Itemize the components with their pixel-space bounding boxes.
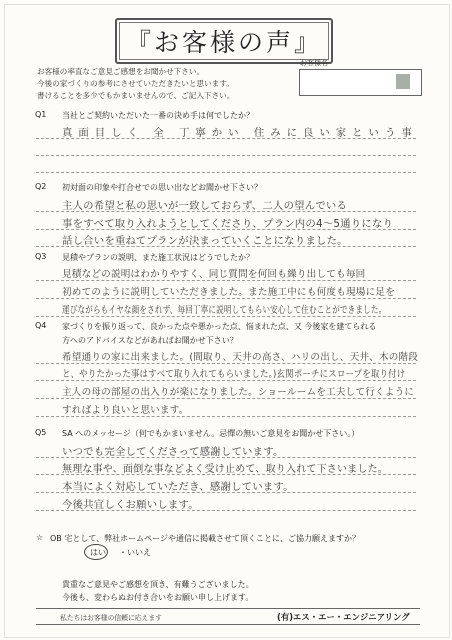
answer-line: [36, 280, 416, 281]
answer-line: [36, 211, 416, 212]
q3-answer-line-1: 見積などの説明はわかりやすく、同じ質問を何回も繰り出しても毎回: [62, 269, 366, 280]
answer-line: [36, 155, 416, 156]
closing-line: 貴重なご意見やご感想を頂き、有難うございました。: [62, 580, 254, 589]
q4-text: 家づくりを振り返って、良かった点や悪かった点、悩まれた点、又 今後家を建てられる: [62, 322, 377, 331]
intro-line: 書けることを多少でもかまいませんので、ご記入下さい。: [37, 91, 235, 101]
q4-answer-line-4: すればより良いと思います。: [62, 405, 189, 416]
q2-label: Q2: [35, 182, 47, 191]
answer-line: [36, 246, 416, 247]
intro-line: お客様の率直なご意見ご感想をお聞かせ下さい。: [37, 67, 205, 76]
q1-text: 当社とご契約いただいた一番の決め手は何でしたか？: [62, 111, 254, 120]
q1-label: Q1: [35, 110, 47, 119]
consent-yes-option: はい: [90, 548, 106, 557]
answer-line: [36, 457, 416, 458]
answer-line: [36, 138, 416, 139]
closing-message: [62, 579, 254, 604]
q2-answer-line-1: 主人の希望と私の思いが一致しておらず、二人の望んでいる: [62, 200, 348, 212]
q5-text: SA へのメッセージ（何でもかまいません。忌憚の無いご意見をお聞かせ下さい。）: [62, 429, 360, 438]
q1-answer: 真面目しく 全 丁寧かい 住みに良い家という事: [62, 127, 418, 139]
intro-line: 今後の家づくりの参考にさせていただきたいと思います。: [37, 79, 234, 89]
answer-line: [36, 229, 416, 230]
q4-label: Q4: [35, 321, 47, 330]
intro-text: [37, 66, 287, 103]
q4-answer-line-3: 主人の母の部屋の出入りが楽になりました。ショールームを工夫して行くように: [62, 387, 415, 398]
redaction-mark: [396, 74, 410, 89]
q2-answer-line-2: 事をすべて取り入れようとしてくださり、プラン内の4～5通りになり: [62, 218, 394, 230]
answer-line: [36, 316, 416, 317]
star-icon: ☆: [36, 533, 44, 542]
consent-no-option: ・いいえ: [119, 548, 151, 557]
closing-line: 今後も、変わらぬお付き合いをお願い申し上げます。: [62, 592, 254, 602]
q5-answer-line-2: 無理な事や、面倒な事などよく受け止めて、取り入れて下さいました。: [62, 464, 388, 475]
q5-answer-line-1: いつでも完全してくださって感謝しています。: [62, 446, 284, 458]
q5-label: Q5: [35, 428, 47, 437]
answer-line: [36, 172, 416, 173]
q5-answer-line-4: 今後共宜しくお願いします。: [62, 499, 199, 511]
q4-answer-line-1: 希望通りの家に出来ました。(間取り、天井の高さ、ハリの出し、天井、木の階段: [62, 352, 419, 363]
answer-line: [36, 298, 416, 299]
company-name: (有)エス・エー・エンジニアリング: [277, 612, 410, 622]
answer-line: [36, 510, 416, 511]
page-title: 『お客様の声』: [125, 28, 322, 57]
footer-slogan: 私たちはお客様の信頼に応えます: [60, 614, 162, 622]
answer-line: [36, 363, 416, 364]
answer-line: [36, 474, 416, 475]
customer-name-label: お客様名: [300, 59, 328, 67]
customer-name-field: [299, 69, 422, 96]
answer-line: [36, 398, 416, 399]
answer-line: [36, 492, 416, 493]
q3-label: Q3: [35, 252, 47, 261]
q4-answer-line-2: と、やりたかった事はすべて取り入れてもらいました。)玄関ポーチにスロープを取り付け: [62, 369, 406, 380]
ob-consent-question: OB 宅として、弊社ホームページや通信に掲載させて頂くことに、ご協力願えますか？: [50, 534, 361, 543]
q3-answer-line-2: 初めてのように説明していただきました。また施工中にも何度も現場に足を: [62, 287, 395, 298]
q2-answer-line-3: 話し合いを重ねてプランが決まっていくことになりました。: [62, 235, 348, 247]
q3-text: 見積やプランの説明、また施工状況はどうでしたか？: [62, 253, 254, 262]
q3-answer-line-3: 運びながらもイヤな顔をされず、毎回丁寧に説明してもらい安心して住むことができました。: [62, 305, 387, 316]
q4-text-2: 方へのアドバイスなどがあればお聞かせ下さい？: [62, 336, 238, 345]
q2-text: 初対面の印象や打合せでの思い出などお聞かせ下さい？: [62, 183, 262, 192]
answer-line: [36, 416, 416, 417]
answer-line: [36, 380, 416, 381]
q5-answer-line-3: 本当によく対応していただき、感謝しています。: [62, 481, 294, 493]
